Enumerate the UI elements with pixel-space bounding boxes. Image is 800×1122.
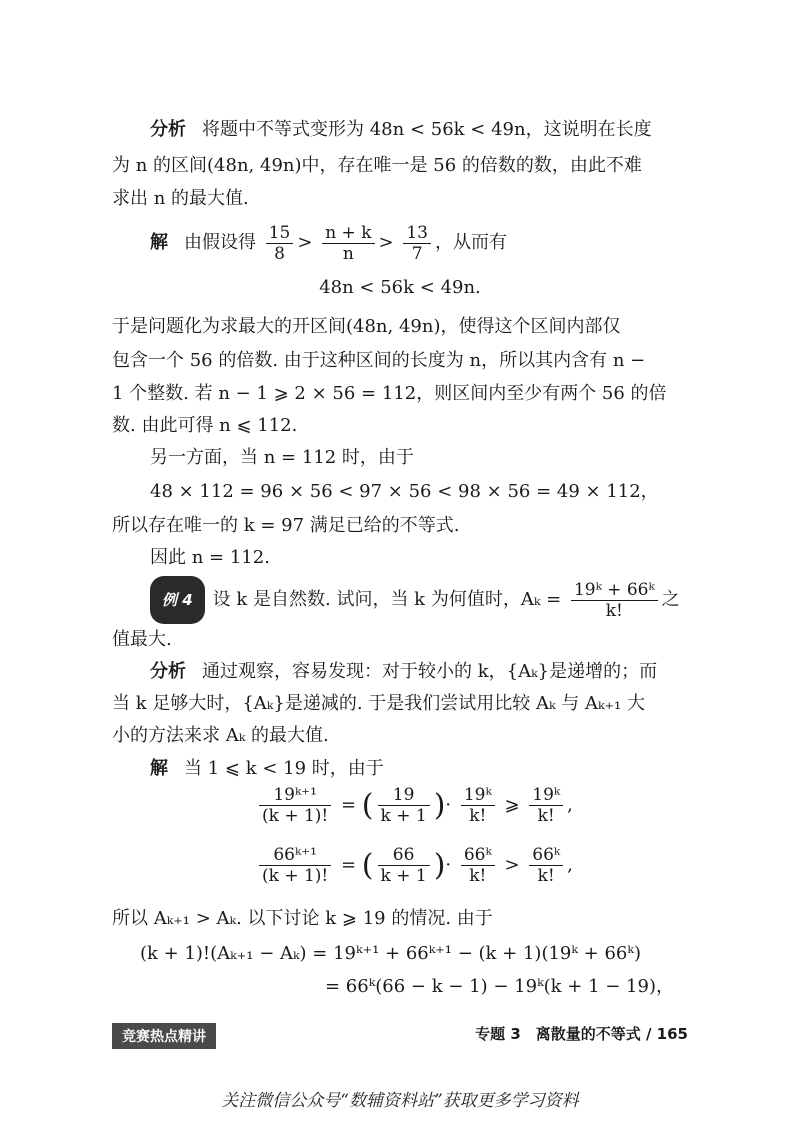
equation-3: (k + 1)!(Aₖ₊₁ − Aₖ) = 19ᵏ⁺¹ + 66ᵏ⁺¹ − (k + 1)(19ᵏ + 66ᵏ) (140, 943, 641, 964)
analysis1-line2: 为 n 的区间(48n, 49n)中，存在唯一是 56 的倍数的数，由此不难 (112, 155, 642, 176)
example-badge: 例 4 (150, 576, 205, 624)
solution1-label: 解 (150, 232, 168, 253)
solution2-intro: 解 当 1 ⩽ k < 19 时，由于 (150, 758, 384, 779)
analysis1-line3: 求出 n 的最大值. (112, 188, 249, 209)
analysis2-line2: 当 k 足够大时，{Aₖ}是递减的. 于是我们尝试用比较 Aₖ 与 Aₖ₊₁ 大 (112, 693, 645, 714)
display-equation: 48n < 56k < 49n. (319, 277, 481, 298)
display-equation-2: 48 × 112 = 96 × 56 < 97 × 56 < 98 × 56 = 49 × 112， (150, 481, 659, 502)
solution1-line4: 数. 由此可得 n ⩽ 112. (112, 415, 298, 436)
fraction: $\frac{15}{8}$ (266, 223, 294, 264)
fraction: $\frac{n + k}{n}$ (322, 223, 374, 264)
fraction: $\frac{\text{19ᵏ + 66ᵏ}}{k!}$ (571, 580, 658, 621)
watermark-text: 关注微信公众号“数辅资料站”获取更多学习资料 (221, 1091, 579, 1111)
analysis2-line3: 小的方法来求 Aₖ 的最大值. (112, 725, 329, 746)
solution1-line6: 所以存在唯一的 k = 97 满足已给的不等式. (112, 515, 460, 536)
analysis1-label: 分析 (150, 119, 186, 140)
solution1-line5: 另一方面，当 n = 112 时，由于 (150, 447, 414, 468)
fraction: $\frac{13}{7}$ (403, 223, 431, 264)
analysis2-line1: 分析 通过观察，容易发现：对于较小的 k，{Aₖ}是递增的；而 (150, 661, 658, 682)
solution2-after: 所以 Aₖ₊₁ > Aₖ. 以下讨论 k ⩾ 19 的情况. 由于 (112, 908, 493, 929)
equation-b: $\frac{\text{66ᵏ⁺¹}}{(k + 1)!}$ = ( $\frac{66}{k + 1}$ )· $\frac{\text{66ᵏ}}{k!}$ > $\frac{\text{66ᵏ}}{k!}$ , (255, 845, 573, 886)
section-tag: 竞赛热点精讲 (112, 1023, 216, 1049)
example4-line1: 例 4 设 k 是自然数. 试问，当 k 为何值时，Aₖ = $\frac{\text{19ᵏ + 66ᵏ}}{k!}$ 之 (150, 576, 680, 624)
equation-a: $\frac{\text{19ᵏ⁺¹}}{(k + 1)!}$ = ( $\frac{19}{k + 1}$ )· $\frac{\text{19ᵏ}}{k!}$ ⩾ $\frac{\text{19ᵏ}}{k!}$ , (255, 785, 573, 826)
example4-line2: 值最大. (112, 629, 172, 650)
solution1-line3: 1 个整数. 若 n − 1 ⩾ 2 × 56 = 112，则区间内至少有两个 56 的倍 (112, 383, 667, 404)
analysis2-label: 分析 (150, 661, 186, 682)
solution2-label: 解 (150, 758, 168, 779)
analysis1-line1: 分析 将题中不等式变形为 48n < 56k < 49n，这说明在长度 (150, 119, 652, 140)
equation-4: = 66ᵏ(66 − k − 1) − 19ᵏ(k + 1 − 19)， (325, 976, 674, 997)
solution1-intro: 解 由假设得 $\frac{15}{8}$ > $\frac{n + k}{n}$ > $\frac{13}{7}$ ，从而有 (150, 222, 507, 264)
solution1-line1: 于是问题化为求最大的开区间(48n, 49n)，使得这个区间内部仅 (112, 316, 621, 337)
page-footer: 专题 3 离散量的不等式 / 165 (475, 1025, 688, 1043)
solution1-line7: 因此 n = 112. (150, 547, 270, 568)
solution1-line2: 包含一个 56 的倍数. 由于这种区间的长度为 n，所以其内含有 n − (112, 350, 646, 371)
